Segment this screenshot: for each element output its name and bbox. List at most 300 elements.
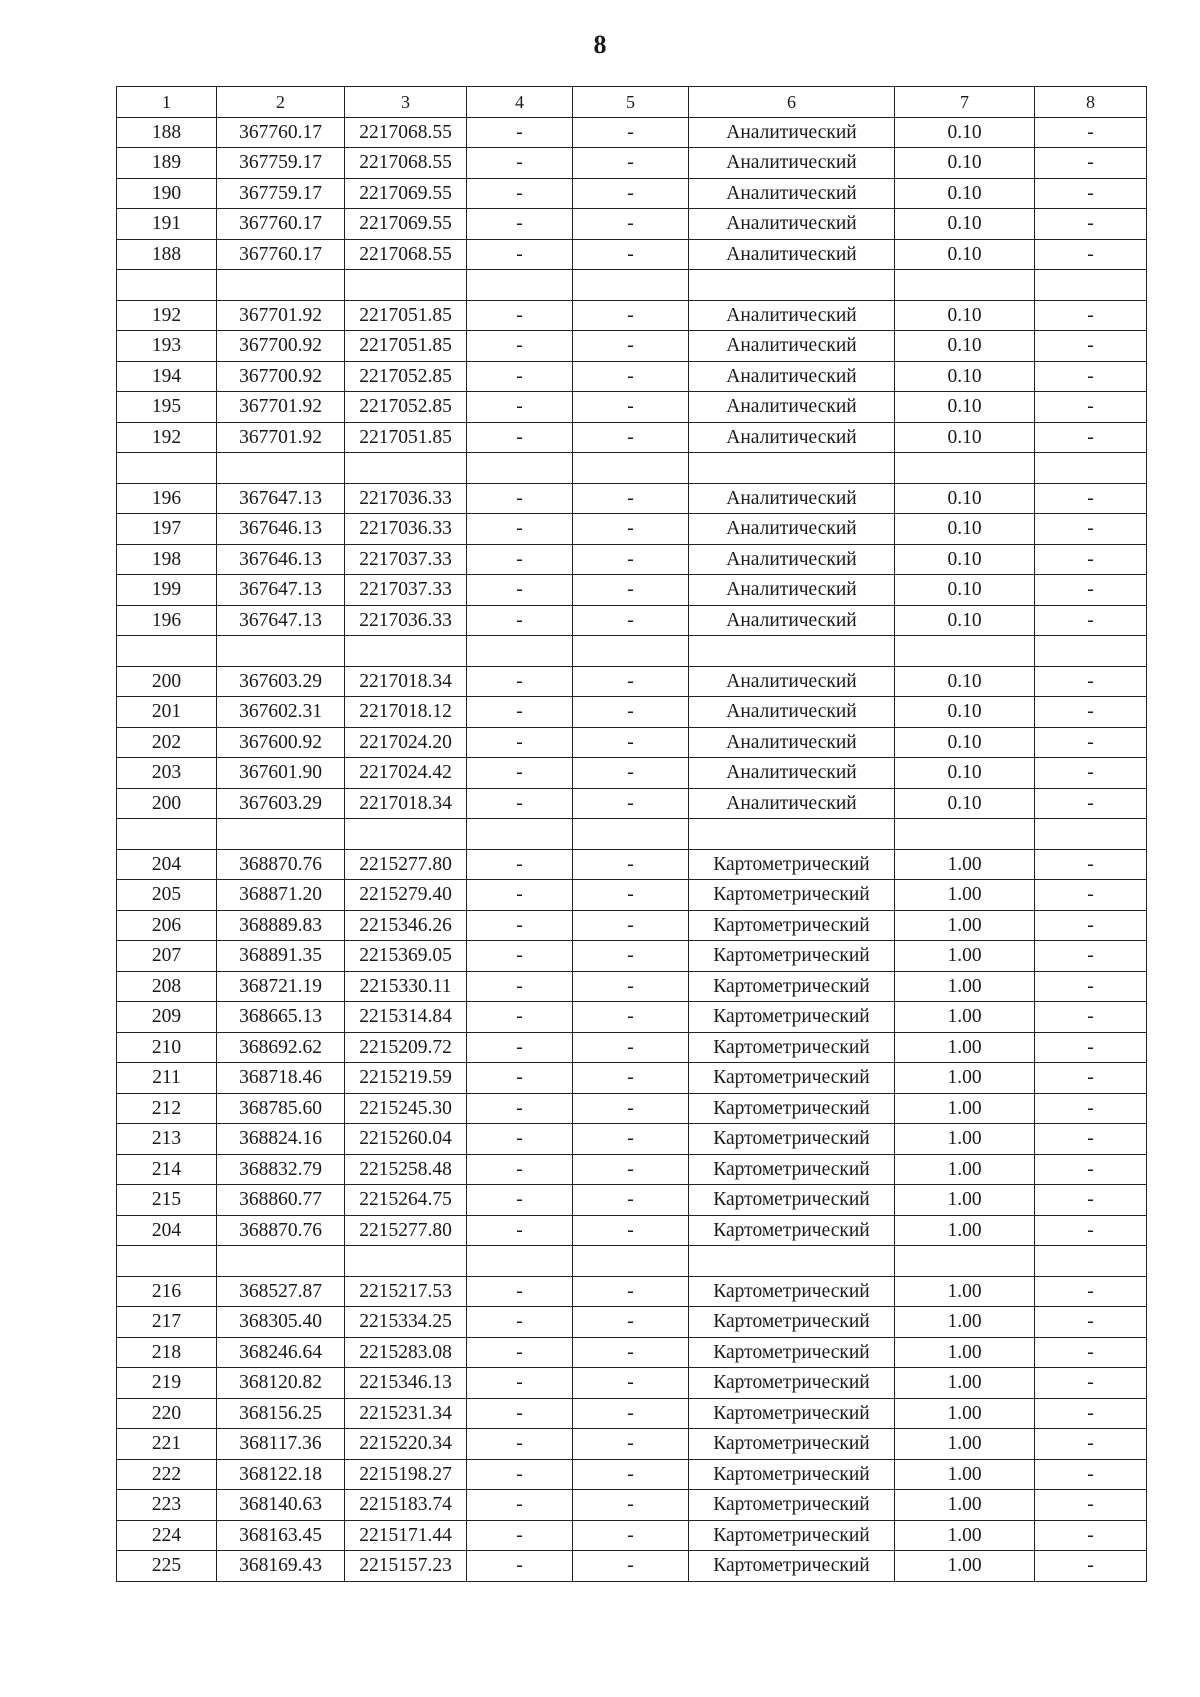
table-cell: [117, 636, 217, 667]
table-cell: Аналитический: [689, 331, 895, 362]
table-cell: 368891.35: [217, 941, 345, 972]
table-cell: 2215258.48: [345, 1154, 467, 1185]
table-cell: Аналитический: [689, 117, 895, 148]
table-cell: -: [573, 331, 689, 362]
table-cell: 368169.43: [217, 1551, 345, 1582]
table-cell: [217, 453, 345, 484]
table-cell: 2217052.85: [345, 392, 467, 423]
table-cell: -: [1035, 1032, 1147, 1063]
table-cell: -: [1035, 666, 1147, 697]
table-cell: -: [573, 422, 689, 453]
table-cell: -: [467, 1520, 573, 1551]
table-cell: 368140.63: [217, 1490, 345, 1521]
table-cell: -: [1035, 1429, 1147, 1460]
table-cell: 2217052.85: [345, 361, 467, 392]
table-cell: -: [573, 1154, 689, 1185]
table-separator-row: [117, 270, 1147, 301]
table-cell: 201: [117, 697, 217, 728]
table-cell: 209: [117, 1002, 217, 1033]
table-cell: 1.00: [895, 1490, 1035, 1521]
table-cell: 2215245.30: [345, 1093, 467, 1124]
table-cell: [895, 819, 1035, 850]
table-cell: 1.00: [895, 1337, 1035, 1368]
table-cell: 196: [117, 605, 217, 636]
table-cell: [895, 270, 1035, 301]
table-cell: [117, 453, 217, 484]
table-cell: 193: [117, 331, 217, 362]
table-cell: 367647.13: [217, 483, 345, 514]
table-cell: -: [573, 971, 689, 1002]
table-cell: 190: [117, 178, 217, 209]
header-row: [117, 87, 1147, 118]
table-cell: 367603.29: [217, 788, 345, 819]
table-row: [117, 1459, 1147, 1490]
table-cell: [117, 270, 217, 301]
table-cell: 368163.45: [217, 1520, 345, 1551]
table-cell: -: [1035, 1490, 1147, 1521]
table-cell: 368860.77: [217, 1185, 345, 1216]
table-cell: 0.10: [895, 605, 1035, 636]
table-cell: 0.10: [895, 575, 1035, 606]
table-body: [117, 87, 1147, 1582]
table-cell: 2217068.55: [345, 239, 467, 270]
table-cell: Аналитический: [689, 392, 895, 423]
table-row: [117, 758, 1147, 789]
table-row: [117, 971, 1147, 1002]
table-cell: -: [573, 605, 689, 636]
table-cell: -: [573, 178, 689, 209]
table-row: [117, 1551, 1147, 1582]
table-cell: -: [573, 1551, 689, 1582]
table-cell: [1035, 270, 1147, 301]
table-row: [117, 697, 1147, 728]
table-cell: 2215346.13: [345, 1368, 467, 1399]
table-cell: 1.00: [895, 1185, 1035, 1216]
table-cell: 1.00: [895, 1459, 1035, 1490]
table-row: [117, 849, 1147, 880]
table-cell: 213: [117, 1124, 217, 1155]
table-cell: -: [1035, 1124, 1147, 1155]
table-cell: 367701.92: [217, 422, 345, 453]
table-cell: -: [467, 758, 573, 789]
table-row: [117, 117, 1147, 148]
table-cell: -: [467, 178, 573, 209]
table-cell: -: [1035, 514, 1147, 545]
table-cell: -: [467, 1185, 573, 1216]
coordinates-table: [116, 86, 1147, 1582]
table-cell: 1.00: [895, 1520, 1035, 1551]
table-cell: -: [1035, 788, 1147, 819]
table-cell: -: [573, 300, 689, 331]
table-cell: -: [573, 727, 689, 758]
table-cell: [117, 1246, 217, 1277]
table-cell: 2217069.55: [345, 209, 467, 240]
table-cell: Аналитический: [689, 178, 895, 209]
table-cell: -: [1035, 941, 1147, 972]
table-row: [117, 1215, 1147, 1246]
table-cell: -: [1035, 1459, 1147, 1490]
table-cell: 2215171.44: [345, 1520, 467, 1551]
table-cell: 0.10: [895, 178, 1035, 209]
table-cell: -: [573, 666, 689, 697]
header-cell: 8: [1035, 87, 1147, 118]
table-cell: 0.10: [895, 148, 1035, 179]
table-cell: -: [467, 148, 573, 179]
table-cell: Картометрический: [689, 1520, 895, 1551]
table-cell: -: [467, 392, 573, 423]
table-cell: 2215330.11: [345, 971, 467, 1002]
table-row: [117, 1398, 1147, 1429]
table-cell: -: [1035, 727, 1147, 758]
table-cell: -: [573, 1490, 689, 1521]
table-cell: Картометрический: [689, 971, 895, 1002]
table-cell: 2215279.40: [345, 880, 467, 911]
table-cell: -: [1035, 758, 1147, 789]
table-cell: Аналитический: [689, 361, 895, 392]
table-cell: -: [573, 361, 689, 392]
table-cell: -: [1035, 849, 1147, 880]
table-cell: 368721.19: [217, 971, 345, 1002]
table-cell: 367759.17: [217, 178, 345, 209]
table-row: [117, 1490, 1147, 1521]
table-cell: 2217037.33: [345, 544, 467, 575]
table-cell: -: [573, 209, 689, 240]
table-cell: 199: [117, 575, 217, 606]
table-cell: 1.00: [895, 971, 1035, 1002]
table-cell: Картометрический: [689, 1398, 895, 1429]
table-row: [117, 1429, 1147, 1460]
table-cell: -: [467, 666, 573, 697]
table-cell: [467, 636, 573, 667]
table-cell: -: [573, 1185, 689, 1216]
table-cell: 216: [117, 1276, 217, 1307]
table-cell: -: [467, 1429, 573, 1460]
table-cell: -: [467, 910, 573, 941]
table-cell: -: [1035, 1276, 1147, 1307]
table-cell: 0.10: [895, 209, 1035, 240]
table-cell: -: [1035, 1337, 1147, 1368]
table-cell: 2217024.42: [345, 758, 467, 789]
table-cell: -: [467, 1093, 573, 1124]
table-cell: [467, 453, 573, 484]
table-cell: 2215209.72: [345, 1032, 467, 1063]
table-cell: -: [1035, 1063, 1147, 1094]
table-cell: -: [573, 1368, 689, 1399]
page-number: 8: [593, 30, 607, 59]
table-cell: 203: [117, 758, 217, 789]
table-cell: 2217051.85: [345, 300, 467, 331]
table-cell: 224: [117, 1520, 217, 1551]
table-cell: -: [467, 1032, 573, 1063]
table-row: [117, 300, 1147, 331]
table-cell: [689, 453, 895, 484]
table-cell: 368870.76: [217, 1215, 345, 1246]
table-cell: Картометрический: [689, 1368, 895, 1399]
table-row: [117, 910, 1147, 941]
table-cell: -: [1035, 880, 1147, 911]
table-cell: 0.10: [895, 544, 1035, 575]
table-cell: 221: [117, 1429, 217, 1460]
table-cell: 368120.82: [217, 1368, 345, 1399]
table-cell: 1.00: [895, 880, 1035, 911]
table-cell: -: [467, 1307, 573, 1338]
table-row: [117, 361, 1147, 392]
table-separator-row: [117, 1246, 1147, 1277]
table-cell: Картометрический: [689, 1551, 895, 1582]
table-row: [117, 392, 1147, 423]
table-cell: -: [1035, 148, 1147, 179]
table-cell: 2215334.25: [345, 1307, 467, 1338]
table-cell: Картометрический: [689, 1185, 895, 1216]
table-cell: -: [573, 1063, 689, 1094]
table-cell: 222: [117, 1459, 217, 1490]
table-cell: 367760.17: [217, 117, 345, 148]
table-cell: 212: [117, 1093, 217, 1124]
table-cell: Картометрический: [689, 1063, 895, 1094]
table-cell: 0.10: [895, 483, 1035, 514]
header-cell: 1: [117, 87, 217, 118]
table-cell: 367602.31: [217, 697, 345, 728]
table-cell: 0.10: [895, 117, 1035, 148]
table-cell: [345, 1246, 467, 1277]
table-cell: -: [573, 1429, 689, 1460]
table-cell: -: [467, 1368, 573, 1399]
table-cell: Картометрический: [689, 1215, 895, 1246]
table-cell: 2217051.85: [345, 422, 467, 453]
table-cell: 2215219.59: [345, 1063, 467, 1094]
table-cell: 217: [117, 1307, 217, 1338]
table-cell: [217, 270, 345, 301]
table-cell: 368785.60: [217, 1093, 345, 1124]
table-cell: -: [573, 1276, 689, 1307]
table-cell: 368832.79: [217, 1154, 345, 1185]
table-cell: 188: [117, 239, 217, 270]
table-row: [117, 605, 1147, 636]
table-cell: -: [1035, 1154, 1147, 1185]
table-cell: 2217037.33: [345, 575, 467, 606]
table-cell: [573, 270, 689, 301]
table-cell: [689, 819, 895, 850]
table-row: [117, 666, 1147, 697]
table-cell: [217, 1246, 345, 1277]
table-cell: -: [467, 1215, 573, 1246]
table-cell: -: [573, 697, 689, 728]
table-cell: 2215183.74: [345, 1490, 467, 1521]
table-row: [117, 1032, 1147, 1063]
table-row: [117, 209, 1147, 240]
table-cell: -: [573, 148, 689, 179]
table-cell: -: [467, 361, 573, 392]
table-cell: -: [467, 849, 573, 880]
table-cell: 223: [117, 1490, 217, 1521]
table-cell: -: [573, 1520, 689, 1551]
table-cell: -: [1035, 1093, 1147, 1124]
table-cell: [345, 819, 467, 850]
table-cell: -: [1035, 392, 1147, 423]
table-row: [117, 544, 1147, 575]
table-cell: Аналитический: [689, 300, 895, 331]
table-cell: 198: [117, 544, 217, 575]
table-cell: 1.00: [895, 1368, 1035, 1399]
header-cell: 3: [345, 87, 467, 118]
table-cell: -: [573, 1307, 689, 1338]
table-cell: -: [467, 971, 573, 1002]
table-row: [117, 1520, 1147, 1551]
table-cell: -: [573, 880, 689, 911]
table-cell: 2215231.34: [345, 1398, 467, 1429]
table-cell: -: [573, 1215, 689, 1246]
table-cell: -: [1035, 209, 1147, 240]
table-cell: -: [1035, 422, 1147, 453]
table-cell: Аналитический: [689, 483, 895, 514]
header-cell: 6: [689, 87, 895, 118]
table-cell: Аналитический: [689, 209, 895, 240]
table-separator-row: [117, 819, 1147, 850]
table-cell: 0.10: [895, 422, 1035, 453]
table-cell: 2215220.34: [345, 1429, 467, 1460]
table-cell: -: [573, 941, 689, 972]
table-row: [117, 788, 1147, 819]
table-cell: 194: [117, 361, 217, 392]
table-cell: 192: [117, 300, 217, 331]
table-cell: Аналитический: [689, 575, 895, 606]
table-cell: -: [1035, 1002, 1147, 1033]
table-cell: 1.00: [895, 1429, 1035, 1460]
table-cell: 367600.92: [217, 727, 345, 758]
table-cell: Аналитический: [689, 544, 895, 575]
table-cell: Картометрический: [689, 1307, 895, 1338]
table-cell: 2217018.12: [345, 697, 467, 728]
table-cell: 1.00: [895, 1032, 1035, 1063]
table-cell: 368246.64: [217, 1337, 345, 1368]
table-cell: Аналитический: [689, 514, 895, 545]
table-cell: -: [467, 727, 573, 758]
table-cell: 367700.92: [217, 361, 345, 392]
table-cell: -: [573, 1032, 689, 1063]
table-cell: -: [1035, 697, 1147, 728]
table-cell: -: [467, 1337, 573, 1368]
table-cell: 0.10: [895, 758, 1035, 789]
table-cell: -: [467, 788, 573, 819]
table-cell: Картометрический: [689, 1093, 895, 1124]
table-cell: -: [1035, 1520, 1147, 1551]
table-separator-row: [117, 453, 1147, 484]
table-cell: Картометрический: [689, 1002, 895, 1033]
table-cell: -: [467, 1490, 573, 1521]
table-cell: [1035, 1246, 1147, 1277]
table-cell: 2215277.80: [345, 1215, 467, 1246]
table-cell: -: [1035, 605, 1147, 636]
header-cell: 4: [467, 87, 573, 118]
table-cell: 2217036.33: [345, 514, 467, 545]
table-cell: -: [467, 880, 573, 911]
table-cell: 204: [117, 849, 217, 880]
table-cell: -: [467, 300, 573, 331]
table-cell: -: [467, 117, 573, 148]
table-cell: -: [467, 1551, 573, 1582]
table-cell: [217, 819, 345, 850]
table-row: [117, 941, 1147, 972]
table-cell: 1.00: [895, 1002, 1035, 1033]
table-cell: Картометрический: [689, 1276, 895, 1307]
table-cell: -: [1035, 1307, 1147, 1338]
table-cell: 367646.13: [217, 544, 345, 575]
table-cell: [689, 636, 895, 667]
table-cell: 2217036.33: [345, 483, 467, 514]
table-cell: -: [467, 514, 573, 545]
table-cell: -: [1035, 1368, 1147, 1399]
table-cell: 225: [117, 1551, 217, 1582]
table-cell: 2215157.23: [345, 1551, 467, 1582]
table-cell: 0.10: [895, 727, 1035, 758]
table-row: [117, 727, 1147, 758]
table-cell: 368305.40: [217, 1307, 345, 1338]
table-cell: -: [1035, 300, 1147, 331]
table-row: [117, 1093, 1147, 1124]
table-cell: 191: [117, 209, 217, 240]
header-cell: 2: [217, 87, 345, 118]
table-cell: -: [1035, 1398, 1147, 1429]
table-cell: -: [1035, 1551, 1147, 1582]
table-cell: Аналитический: [689, 605, 895, 636]
table-cell: 1.00: [895, 1063, 1035, 1094]
table-cell: [345, 636, 467, 667]
table-cell: -: [1035, 178, 1147, 209]
table-cell: 1.00: [895, 910, 1035, 941]
table-row: [117, 239, 1147, 270]
table-cell: -: [573, 1093, 689, 1124]
table-cell: 367760.17: [217, 239, 345, 270]
table-cell: 197: [117, 514, 217, 545]
table-cell: 192: [117, 422, 217, 453]
table-cell: -: [1035, 117, 1147, 148]
table-cell: 1.00: [895, 1215, 1035, 1246]
table-cell: 2215369.05: [345, 941, 467, 972]
table-cell: -: [467, 544, 573, 575]
table-row: [117, 1368, 1147, 1399]
table-cell: 0.10: [895, 239, 1035, 270]
table-cell: 1.00: [895, 941, 1035, 972]
table-cell: 1.00: [895, 1398, 1035, 1429]
table-cell: 368718.46: [217, 1063, 345, 1094]
table-separator-row: [117, 636, 1147, 667]
table-cell: [895, 636, 1035, 667]
table-cell: 189: [117, 148, 217, 179]
table-cell: Аналитический: [689, 697, 895, 728]
table-cell: 200: [117, 666, 217, 697]
table-cell: -: [573, 1337, 689, 1368]
table-cell: 367647.13: [217, 605, 345, 636]
table-cell: 368870.76: [217, 849, 345, 880]
table-cell: [689, 270, 895, 301]
table-cell: -: [467, 331, 573, 362]
table-row: [117, 178, 1147, 209]
table-row: [117, 1276, 1147, 1307]
table-cell: Картометрический: [689, 910, 895, 941]
table-cell: -: [467, 1154, 573, 1185]
table-cell: Картометрический: [689, 1124, 895, 1155]
table-row: [117, 514, 1147, 545]
table-cell: -: [1035, 544, 1147, 575]
table-row: [117, 1337, 1147, 1368]
table-cell: -: [467, 1002, 573, 1033]
table-row: [117, 1002, 1147, 1033]
table-cell: 0.10: [895, 666, 1035, 697]
table-cell: 1.00: [895, 1124, 1035, 1155]
table-cell: -: [1035, 971, 1147, 1002]
table-cell: -: [573, 239, 689, 270]
table-cell: 208: [117, 971, 217, 1002]
